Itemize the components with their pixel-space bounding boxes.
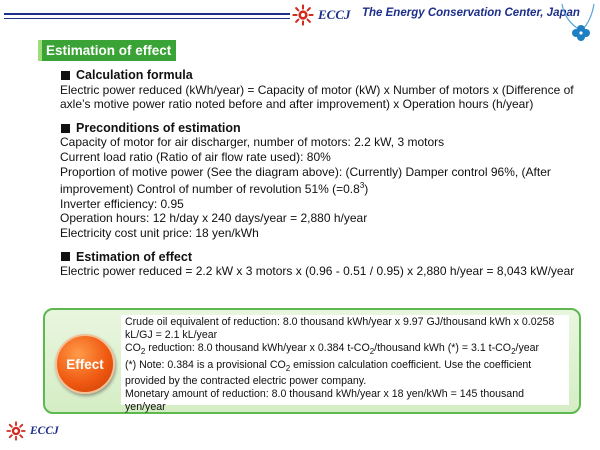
header-rule xyxy=(4,13,290,15)
co2-coefficient-note: (*) Note: 0.384 is a provisional $CO_2$ emission calculation coefficient. Use the coefficient provided by the contracted electric power company. xyxy=(125,358,532,388)
preconditions-heading xyxy=(60,121,580,136)
precondition-motor: Capacity of motor for air discharger, number of motors: 2.2 kW, 3 motors xyxy=(60,135,445,150)
logo-text: ECCJ xyxy=(318,7,351,22)
header-rule-thin xyxy=(4,18,290,19)
square-bullet-icon xyxy=(61,71,70,80)
heading-label: Preconditions of estimation xyxy=(76,120,241,135)
crude-oil-reduction: Crude oil equivalent of reduction: 8.0 thousand kWh/year x 9.97 GJ/thousand kWh x 0.0258 kL/GJ = 2.1 kL/year xyxy=(125,316,555,342)
precondition-inverter: Inverter efficiency: 0.95 xyxy=(60,196,184,211)
section-title: Estimation of effect xyxy=(38,40,176,61)
estimation-text: Electric power reduced = 2.2 kW x 3 motors x (0.96 - 0.51 / 0.95) x 2,880 h/year = 8,043 kW/year xyxy=(60,264,575,279)
estimation-heading xyxy=(60,250,580,265)
precondition-cost: Electricity cost unit price: 18 yen/kWh xyxy=(60,225,259,240)
content-body xyxy=(60,68,580,279)
logo-text: ECCJ xyxy=(30,425,59,437)
precondition-hours: Operation hours: 12 h/day x 240 days/year = 2,880 h/year xyxy=(60,211,368,226)
eccj-logo xyxy=(292,4,351,26)
effect-details xyxy=(121,315,569,414)
effect-panel xyxy=(43,308,581,414)
organization-name: The Energy Conservation Center, Japan xyxy=(362,7,580,19)
clover-decoration-icon xyxy=(556,2,596,50)
effect-badge: Effect xyxy=(55,334,115,394)
heading-label: Estimation of effect xyxy=(76,249,192,264)
sun-logo-icon xyxy=(6,421,26,441)
heading-label: Calculation formula xyxy=(76,68,193,82)
calculation-formula-text: Electric power reduced (kWh/year) = Capacity of motor (kW) x Number of motors x (Difference of axle’s motive power ratio noted before and after improvement) x Operation hours (h/year) xyxy=(60,82,574,112)
precondition-motive-power: Proportion of motive power (See the diagram above): (Currently) Damper control 96%, (After improvement) Control of number of revolution 51% $(=0.8^3)$ xyxy=(60,164,551,197)
footer-logo xyxy=(6,421,59,441)
square-bullet-icon xyxy=(61,252,70,261)
square-bullet-icon xyxy=(61,124,70,133)
co2-reduction: $CO_2$ reduction: 8.0 thousand kWh/year x 0.384 $t-CO_2$/thousand kWh (*) = 3.1 $t-CO_2$/year xyxy=(125,342,540,357)
calculation-formula-heading xyxy=(60,68,580,83)
monetary-reduction: Monetary amount of reduction: 8.0 thousand kWh/year x 18 yen/kWh = 145 thousand yen/year xyxy=(125,388,524,414)
precondition-load-ratio: Current load ratio (Ratio of air flow rate used): 80% xyxy=(60,149,331,164)
sun-logo-icon xyxy=(292,4,314,26)
